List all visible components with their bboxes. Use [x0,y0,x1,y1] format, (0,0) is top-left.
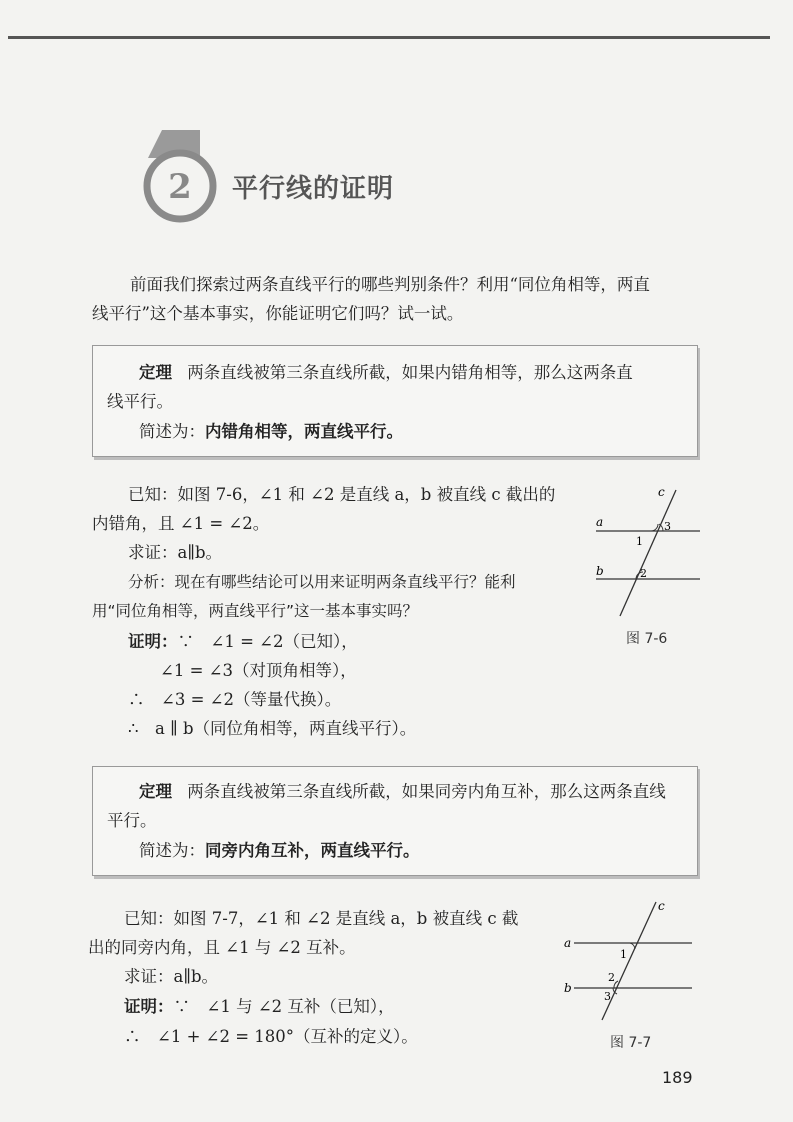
theorem-2-short-label: 简述为： [139,841,205,860]
label-3: 3 [664,520,671,533]
proof-1-given-line-2: 内错角，且 ∠1 = ∠2。 [92,514,270,533]
section-number-badge [140,130,230,225]
proof-1-prove: 求证：a∥b。 [128,543,223,562]
theorem-1-short-text: 内错角相等，两直线平行。 [205,422,403,441]
section-number: 2 [168,167,192,207]
label-b: b [596,564,604,578]
theorem-1-label: 定理 [139,363,172,382]
proof-2-given-line-2: 出的同旁内角，且 ∠1 与 ∠2 互补。 [88,938,356,957]
theorem-1-box [92,345,698,457]
proof-2-step-1: ∵ ∠1 与 ∠2 互补（已知）， [173,997,395,1016]
figure-7-7 [560,898,700,1028]
label-3: 3 [604,990,611,1003]
proof-1-step-2: ∠1 = ∠3（对顶角相等）， [160,661,357,680]
proof-2-given-line-1: 已知：如图 7-7，∠1 和 ∠2 是直线 a，b 被直线 c 截 [124,909,519,928]
figure-7-6-caption: 图 7-6 [626,631,668,647]
figure-7-7-caption: 图 7-7 [610,1035,652,1051]
label-c: c [658,485,665,499]
proof-1-analysis-line-1: 分析：现在有哪些结论可以用来证明两条直线平行？能利 [128,573,516,591]
proof-1-step-3: ∴ ∠3 = ∠2（等量代换）。 [128,690,342,709]
theorem-2-label: 定理 [139,782,172,801]
page-number: 189 [662,1068,693,1087]
line-c [620,490,676,616]
theorem-1-line-1: 两条直线被第三条直线所截，如果内错角相等，那么这两条直 [187,363,633,382]
theorem-2-box [92,766,698,876]
proof-2-label: 证明： [124,997,174,1016]
label-b: b [564,981,572,995]
angle-1-arc [651,524,658,531]
label-1: 1 [636,535,643,548]
proof-1-given-line-1: 已知：如图 7-6，∠1 和 ∠2 是直线 a，b 被直线 c 截出的 [128,485,556,504]
label-a: a [596,515,604,529]
theorem-1-short-label: 简述为： [139,422,205,441]
intro-line-1: 前面我们探索过两条直线平行的哪些判别条件？利用“同位角相等，两直 [130,275,650,294]
theorem-2-line-1: 两条直线被第三条直线所截，如果同旁内角互补，那么这两条直线 [187,782,666,801]
theorem-2-short-text: 同旁内角互补，两直线平行。 [205,841,420,860]
theorem-2-line-2: 平行。 [107,811,157,830]
label-1: 1 [620,948,627,961]
label-2: 2 [640,567,647,580]
proof-2-prove: 求证：a∥b。 [124,967,219,986]
top-rule [8,36,770,39]
label-c: c [658,899,665,913]
proof-1-step-4: ∴ a ∥ b（同位角相等，两直线平行）。 [128,719,417,738]
label-a: a [564,936,572,950]
proof-1-step-1: ∵ ∠1 = ∠2（已知）， [177,632,358,651]
proof-1-analysis-line-2: 用“同位角相等，两直线平行”这一基本事实吗？ [92,602,419,620]
proof-1-label: 证明： [128,632,178,651]
theorem-1-line-2: 线平行。 [107,392,173,411]
label-2: 2 [608,971,615,984]
section-title: 平行线的证明 [232,174,395,204]
figure-7-6 [588,484,708,624]
intro-line-2: 线平行”这个基本事实，你能证明它们吗？试一试。 [92,304,464,323]
proof-2-step-2: ∴ ∠1 + ∠2 = 180°（互补的定义）。 [124,1027,418,1046]
